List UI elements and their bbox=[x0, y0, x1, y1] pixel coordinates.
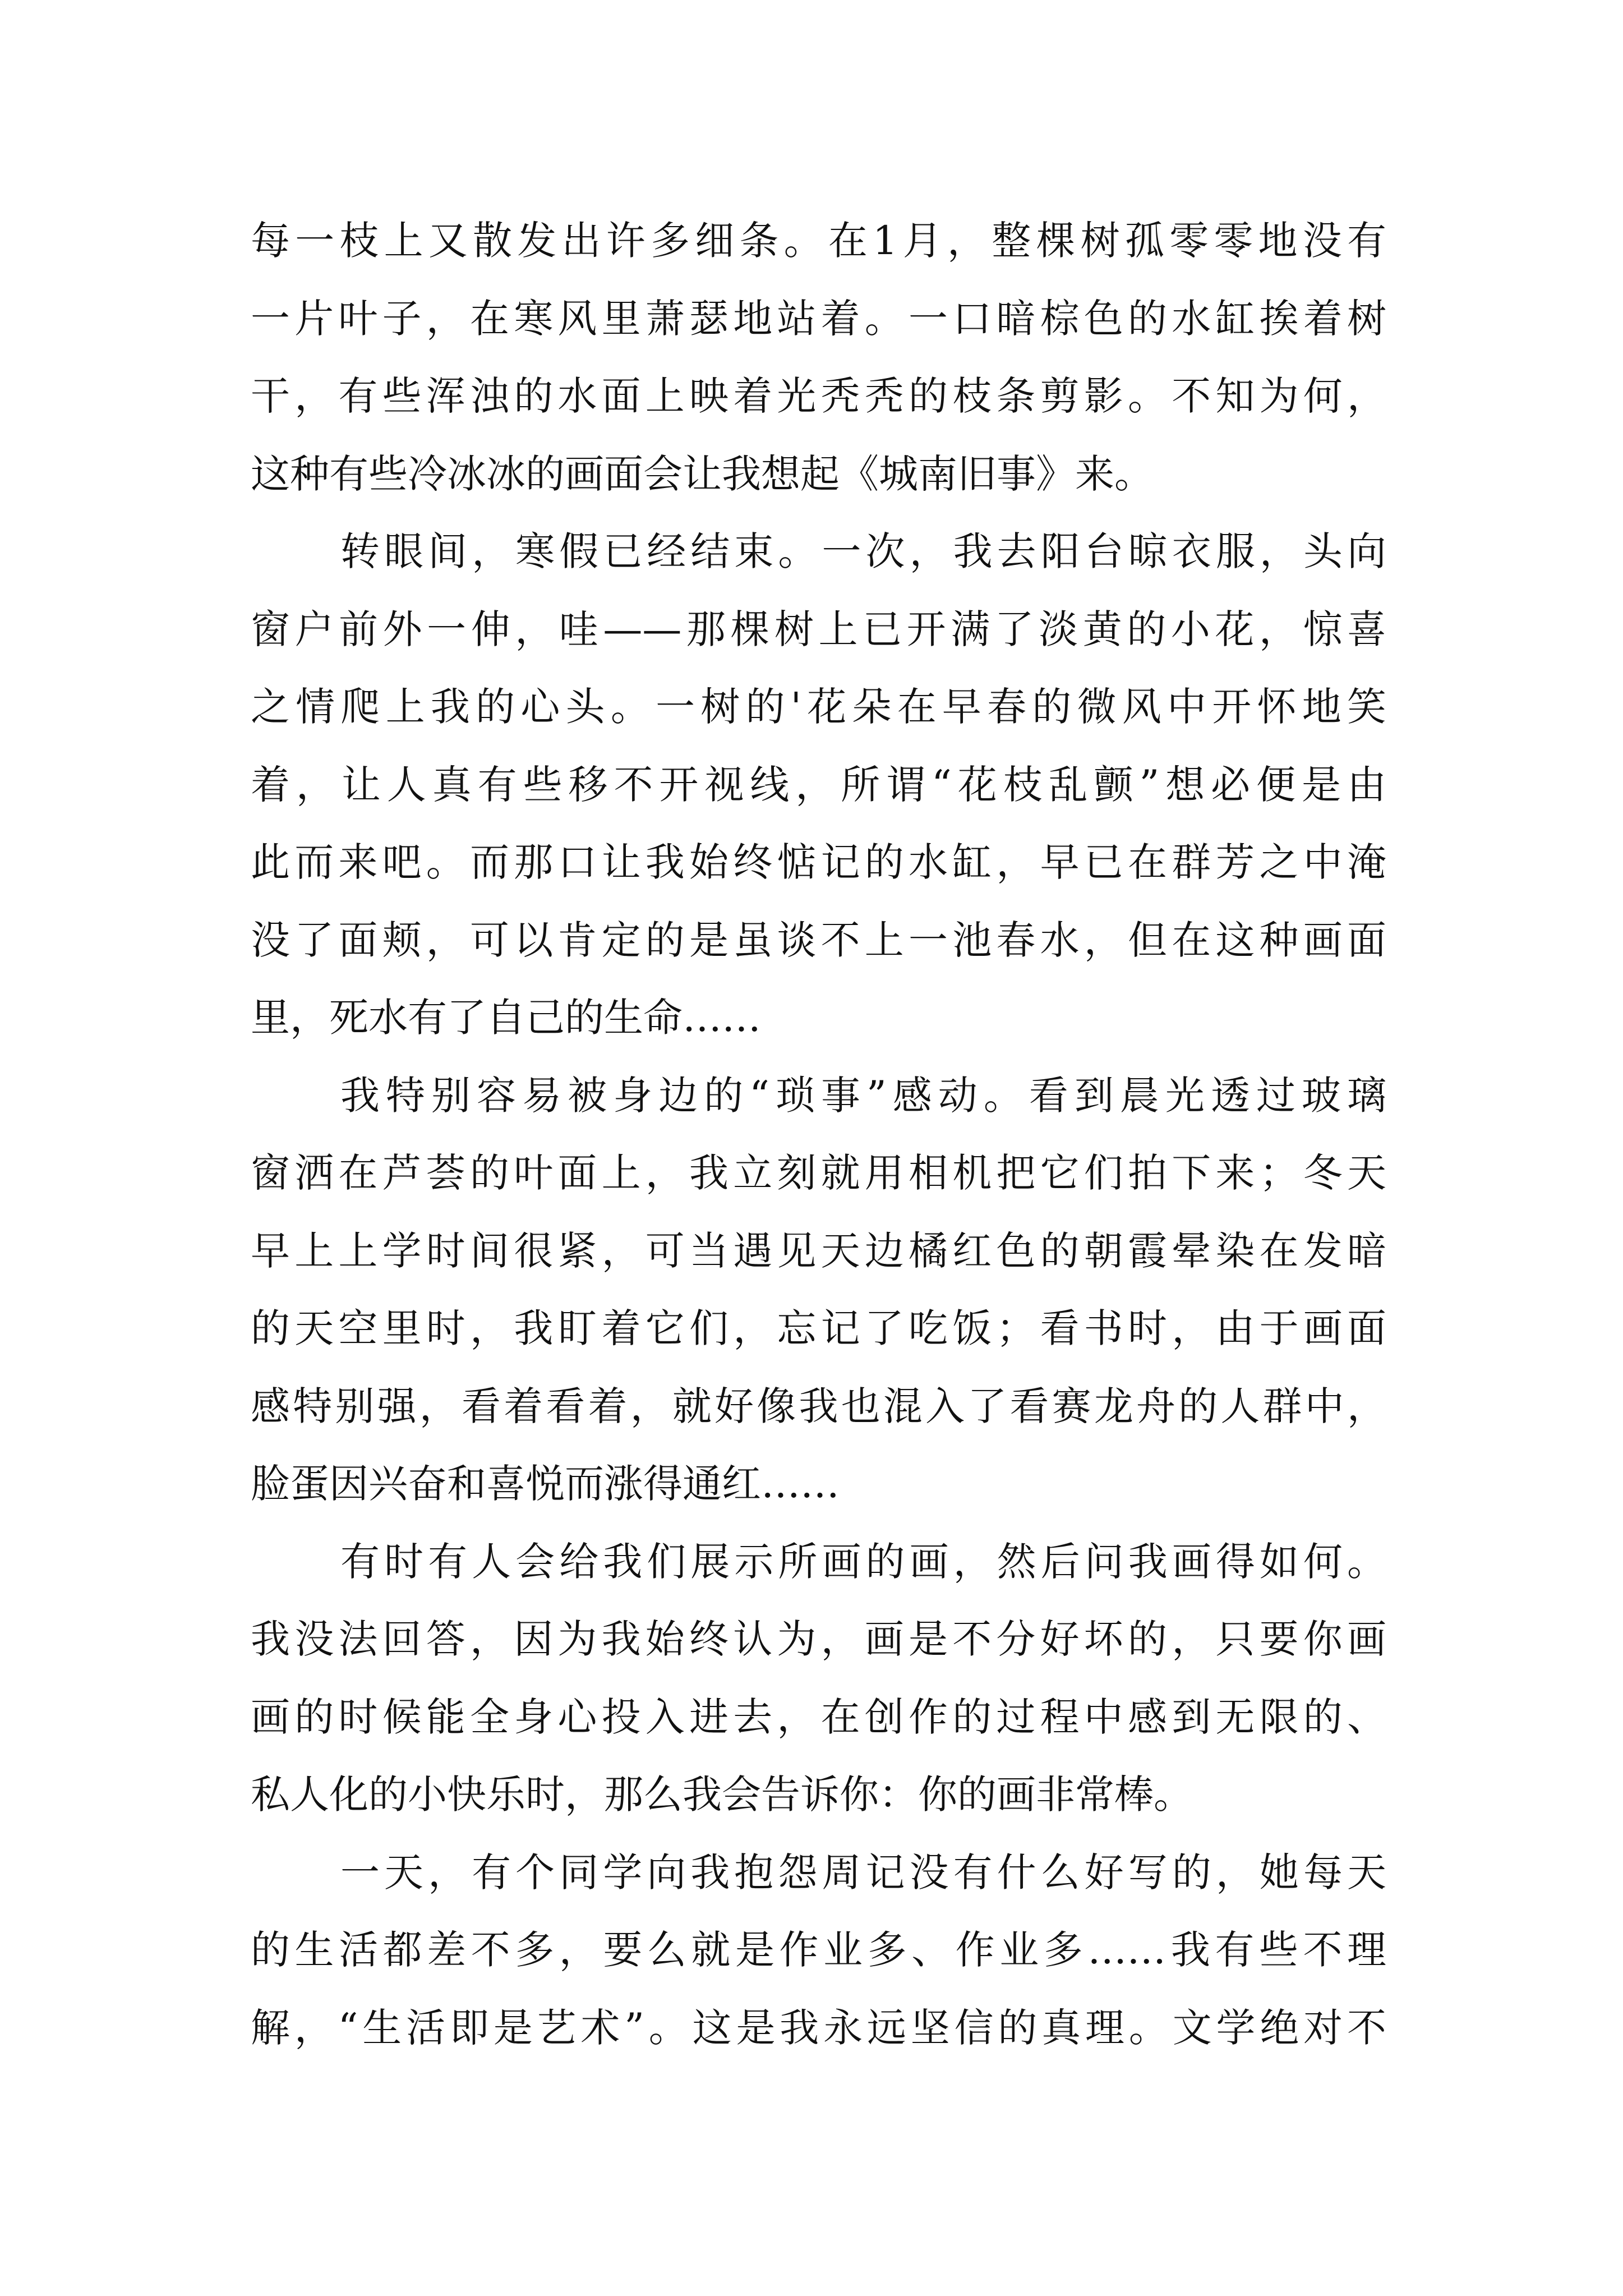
text-line: 我没法回答，因为我始终认为，画是不分好坏的，只要你画 bbox=[251, 1616, 1386, 1662]
text-line: 干，有些浑浊的水面上映着光秃秃的枝条剪影。不知为何， bbox=[251, 373, 1386, 419]
text-line: 着，让人真有些移不开视线，所谓“花枝乱颤”想必便是由 bbox=[251, 761, 1386, 808]
text-line: 解，“生活即是艺术”。这是我永远坚信的真理。文学绝对不 bbox=[251, 2004, 1386, 2051]
paragraph bbox=[251, 1523, 1386, 1834]
text-line: 一片叶子，在寒风里萧瑟地站着。一口暗棕色的水缸挨着树 bbox=[251, 295, 1386, 342]
text-line: 这种有些冷冰冰的画面会让我想起《城南旧事》来。 bbox=[251, 450, 1154, 497]
text-line: 里，死水有了自己的生命…… bbox=[251, 995, 761, 1041]
text-line: 没了面颊，可以肯定的是虽谈不上一池春水，但在这种画面 bbox=[251, 917, 1386, 963]
text-line: 感特别强，看着看着，就好像我也混入了看赛龙舟的人群中， bbox=[251, 1383, 1386, 1429]
text-line: 我特别容易被身边的“琐事”感动。看到晨光透过玻璃 bbox=[340, 1072, 1386, 1119]
document-body bbox=[251, 202, 1386, 2067]
text-line: 私人化的小快乐时，那么我会告诉你：你的画非常棒。 bbox=[251, 1772, 1193, 1818]
paragraph bbox=[251, 202, 1386, 513]
text-line: 转眼间，寒假已经结束。一次，我去阳台晾衣服，头向 bbox=[340, 528, 1386, 574]
text-line: 有时有人会给我们展示所画的画，然后问我画得如何。 bbox=[340, 1538, 1386, 1585]
text-line: 一天，有个同学向我抱怨周记没有什么好写的，她每天 bbox=[340, 1849, 1386, 1895]
text-line: 此而来吧。而那口让我始终惦记的水缸，早已在群芳之中淹 bbox=[251, 839, 1386, 885]
text-line: 画的时候能全身心投入进去，在创作的过程中感到无限的、 bbox=[251, 1694, 1386, 1740]
text-line: 的生活都差不多，要么就是作业多、作业多……我有些不理 bbox=[251, 1927, 1386, 1973]
text-line: 早上上学时间很紧，可当遇见天边橘红色的朝霞晕染在发暗 bbox=[251, 1227, 1386, 1274]
text-line: 每一枝上又散发出许多细条。在1月，整棵树孤零零地没有 bbox=[251, 218, 1386, 264]
text-line: 窗户前外一伸，哇——那棵树上已开满了淡黄的小花，惊喜 bbox=[251, 606, 1386, 652]
paragraph bbox=[251, 1834, 1386, 2067]
text-line: 脸蛋因兴奋和喜悦而涨得通红…… bbox=[251, 1461, 840, 1507]
text-line: 之情爬上我的心头。一树的'花朵在早春的微风中开怀地笑 bbox=[251, 684, 1386, 730]
paragraph bbox=[251, 513, 1386, 1057]
paragraph bbox=[251, 1057, 1386, 1523]
text-line: 窗洒在芦荟的叶面上，我立刻就用相机把它们拍下来；冬天 bbox=[251, 1150, 1386, 1196]
text-line: 的天空里时，我盯着它们，忘记了吃饭；看书时，由于画面 bbox=[251, 1305, 1386, 1351]
